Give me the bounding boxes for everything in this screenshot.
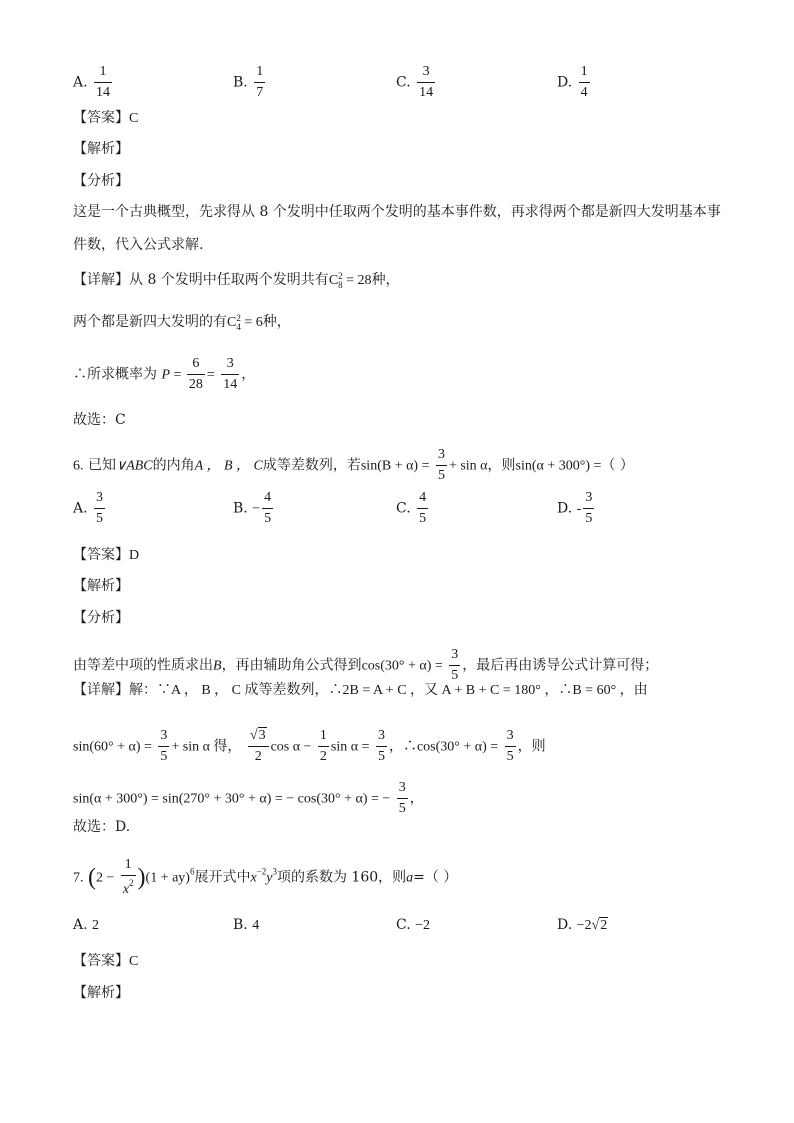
q5-select: 故选：C bbox=[73, 412, 126, 428]
answer-tag: 【答案】 bbox=[73, 953, 129, 969]
q7-option-a bbox=[73, 917, 99, 934]
q6-detail-line3 bbox=[73, 780, 424, 817]
q6-option-a bbox=[73, 490, 107, 527]
option-value: 4 bbox=[252, 918, 260, 933]
fraction: $\frac{3}{5}$ bbox=[377, 728, 385, 765]
answer-tag: 【答案】 bbox=[73, 547, 129, 563]
combination: C 2 4 = 6 bbox=[227, 313, 263, 332]
text: 已知 bbox=[87, 457, 116, 474]
fraction: $\frac{1}{14}$ bbox=[96, 64, 111, 101]
option-label: C. bbox=[396, 74, 411, 91]
q6-analysis-tag: 【解析】 bbox=[73, 578, 129, 594]
text: 种， bbox=[371, 272, 400, 289]
fraction: $\frac{3}{5}$ bbox=[506, 728, 514, 765]
q6-detail-line2 bbox=[73, 728, 546, 765]
math: 2 − bbox=[95, 870, 115, 886]
q5-option-c bbox=[396, 64, 437, 101]
answer-value: C bbox=[129, 954, 139, 969]
answer-tag: 【答案】 bbox=[73, 110, 129, 126]
option-label: D. bbox=[557, 74, 573, 91]
math: cos α − bbox=[270, 739, 312, 755]
q6-fenxi-tag: 【分析】 bbox=[73, 610, 129, 626]
text: ∴所求概率为 bbox=[73, 366, 157, 383]
q6-select: 故选：D. bbox=[73, 819, 131, 835]
math: sin(α + 300°) = bbox=[515, 458, 602, 474]
triangle: ∨ABC bbox=[115, 458, 153, 474]
text: ， bbox=[409, 790, 424, 807]
math: a bbox=[406, 870, 414, 886]
fraction: $\frac{1}{4}$ bbox=[580, 64, 588, 101]
fraction: $\frac{√3}{2}$ bbox=[248, 728, 269, 765]
option-label: B. bbox=[233, 500, 248, 517]
fraction: $\frac{3}{5}$ bbox=[437, 447, 445, 484]
math: ，∴cos(30° + α) = bbox=[388, 739, 499, 755]
option-label: A. bbox=[73, 917, 88, 933]
math: + sin α bbox=[448, 458, 488, 474]
option-label: B. bbox=[233, 917, 248, 933]
text: 由等差中项的性质求出 bbox=[73, 657, 213, 674]
option-label: C. bbox=[396, 500, 411, 517]
math: + sin α 得， bbox=[171, 739, 242, 755]
math: sin(B + α) = bbox=[360, 458, 430, 474]
fraction: $\frac{3}{14}$ bbox=[223, 356, 238, 393]
option-label: B. bbox=[233, 74, 248, 91]
q6-answer bbox=[73, 548, 139, 563]
detail-tag: 【详解】 bbox=[73, 682, 129, 698]
fraction: $\frac{3}{5}$ bbox=[160, 728, 168, 765]
answer-blank: （ ） bbox=[601, 457, 634, 474]
q7-option-d: D. −2√2 bbox=[557, 917, 608, 933]
text: 种， bbox=[262, 314, 291, 331]
math: sin α = bbox=[330, 739, 370, 755]
exponent: −2 bbox=[256, 866, 267, 877]
q7-option-c bbox=[396, 917, 430, 934]
q5-answer bbox=[73, 111, 138, 126]
q5-analysis-tag: 【解析】 bbox=[73, 141, 129, 157]
fraction: $\frac{3}{5}$ bbox=[96, 490, 104, 527]
text: ，则 bbox=[487, 457, 516, 474]
q5-option-b bbox=[233, 64, 267, 101]
fraction: $\frac{6}{28}$ bbox=[188, 356, 203, 393]
answer-blank: =（ ） bbox=[413, 869, 458, 886]
option-label: A. bbox=[73, 500, 88, 517]
q5-probability: ∴所求概率为 P = $\frac{6}{28}$ = $\frac{3}{14}$ ， bbox=[73, 356, 256, 393]
text: 从 8 个发明中任取两个发明共有 bbox=[129, 272, 329, 289]
question-number: 6. bbox=[73, 458, 84, 474]
option-label: A. bbox=[73, 74, 88, 91]
q6-option-b: B. − $\frac{4}{5}$ bbox=[233, 490, 272, 527]
fraction: $\frac{3}{14}$ bbox=[419, 64, 434, 101]
detail-tag: 【详解】 bbox=[73, 272, 129, 289]
q5-detail-line2 bbox=[73, 314, 291, 332]
q7-stem: 7. (2 − $\frac{1}{x^2}$ )(1 + ay)$^6$展开式中$x^{-2}y^3$项的系数为 160，则a=（ ） bbox=[73, 857, 458, 898]
q5-option-d bbox=[557, 64, 592, 101]
text: 解：∵A ， B ， C 成等差数列，∴2B = A + C ，又 A + B + C = 180° ，∴B = 60° ，由 bbox=[129, 683, 648, 698]
math: sin(α + 300°) = sin(270° + 30° + α) = − cos(30° + α) = − bbox=[73, 791, 391, 807]
q5-fenxi-line2: 件数，代入公式求解. bbox=[73, 237, 204, 253]
math: y bbox=[266, 870, 273, 886]
fraction: $\frac{1}{2}$ bbox=[319, 728, 327, 765]
q6-fenxi bbox=[73, 647, 658, 684]
question-number: 7. bbox=[73, 870, 84, 886]
answer-value: C bbox=[129, 111, 139, 126]
option-value: −2 bbox=[415, 918, 431, 933]
q7-analysis-tag: 【解析】 bbox=[73, 985, 129, 1001]
q6-option-d: D. - $\frac{3}{5}$ bbox=[557, 490, 593, 527]
text: 成等差数列，若 bbox=[262, 457, 361, 474]
text: 的内角 bbox=[152, 457, 195, 474]
q5-fenxi-line1: 这是一个古典概型，先求得从 8 个发明中任取两个发明的基本事件数，再求得两个都是新四大发明基本事 bbox=[73, 204, 721, 220]
option-label: D. bbox=[557, 917, 573, 933]
math: x bbox=[250, 870, 257, 886]
math: (1 + ay) bbox=[145, 870, 190, 886]
q5-detail-line1 bbox=[73, 272, 400, 290]
fraction: $\frac{3}{5}$ bbox=[398, 780, 406, 817]
q7-answer bbox=[73, 954, 138, 969]
q5-option-a bbox=[73, 64, 114, 101]
q6-stem bbox=[73, 447, 634, 484]
fraction: $\frac{1}{7}$ bbox=[256, 64, 264, 101]
exponent: 6 bbox=[189, 866, 195, 877]
text: ，最后再由诱导公式计算可得； bbox=[462, 657, 659, 674]
fraction: $\frac{4}{5}$ bbox=[419, 490, 427, 527]
exponent: 3 bbox=[272, 866, 277, 877]
q5-fenxi-tag: 【分析】 bbox=[73, 173, 129, 189]
fraction: $\frac{4}{5}$ bbox=[264, 490, 272, 527]
answer-value: D bbox=[129, 548, 140, 563]
combination: C 2 8 = 28 bbox=[328, 271, 372, 290]
option-label: D. bbox=[557, 500, 573, 517]
fraction: $\frac{1}{x^2}$ bbox=[122, 857, 134, 898]
text: 展开式中 bbox=[194, 869, 251, 886]
text: 两个都是新四大发明的有 bbox=[73, 314, 227, 331]
angles: A ， B ， C bbox=[194, 458, 263, 474]
fraction: $\frac{3}{5}$ bbox=[451, 647, 459, 684]
math: cos(30° + α) = bbox=[361, 658, 443, 674]
math: B bbox=[213, 658, 222, 674]
option-label: C. bbox=[396, 917, 411, 933]
q7-option-b bbox=[233, 917, 259, 934]
q6-option-c bbox=[396, 490, 430, 527]
fraction: $\frac{3}{5}$ bbox=[585, 490, 593, 527]
text: ，则 bbox=[517, 738, 546, 755]
option-value: 2 bbox=[92, 918, 100, 933]
text: ，再由辅助角公式得到 bbox=[221, 657, 362, 674]
option-value: −2 bbox=[576, 918, 592, 933]
text: 项的系数为 160，则 bbox=[276, 869, 407, 886]
math: sin(60° + α) = bbox=[73, 739, 152, 755]
q6-detail-line1 bbox=[73, 683, 648, 698]
